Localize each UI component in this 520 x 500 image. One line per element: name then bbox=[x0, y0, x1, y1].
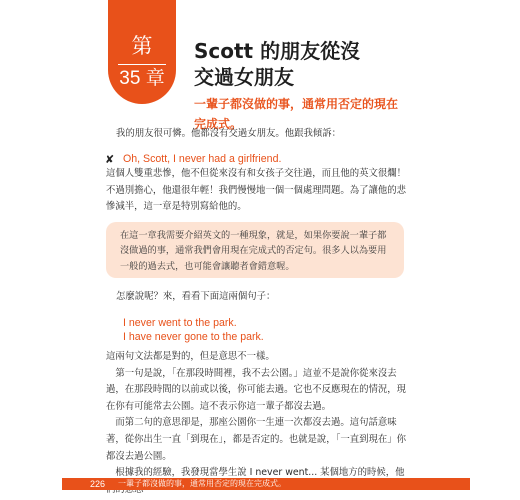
chapter-number: 35 章 bbox=[119, 68, 165, 89]
explanation-paragraph: 這兩句文法都是對的，但是意思不一樣。 第一句是說，「在那段時間裡，我不去公園。」這並不是說你從來沒去過，在那段時間的以前或以後，你可能去過。它也不反應現在的情況，現在你有可能常去公園。這不表示你這一輩子都沒去過。 而第二句的意思卻是，那座公園你一生連一次都沒去過。這句話意味著，從你出生一直「到現在」，都是否定的。也就是說，「一直到現在」你都沒去過公園。 根據我的經驗，我發現當學生說 I never went... 某個地方的時候，他 bbox=[106, 351, 407, 479]
page-number: 226 bbox=[90, 479, 106, 489]
how-to-say-paragraph: 怎麼說呢？來，看看下面這兩個句子： bbox=[116, 291, 276, 302]
page-subtitle: 一輩子都沒做的事，通常用否定的現在完成式。 bbox=[194, 97, 399, 131]
chapter-divider bbox=[118, 64, 166, 65]
title-line-1: Scott 的朋友從沒 bbox=[194, 39, 361, 63]
chapter-tab bbox=[108, 0, 176, 104]
page-title bbox=[194, 38, 414, 90]
callout-box bbox=[106, 222, 404, 278]
example-sentence-1: I never went to the park. bbox=[123, 317, 237, 329]
title-line-2: 交過女朋友 bbox=[194, 65, 294, 89]
example-wrong-sentence: Oh, Scott, I never had a girlfriend. bbox=[123, 153, 282, 165]
story-paragraph: 這個人雙重悲慘，他不但從來沒有和女孩子交往過，而且他的英文很爛！不過別擔心，他還很年輕！我們慢慢地一個一個處理問題。為了讓他的悲慘減半，這一章是特別寫給他的。 bbox=[106, 168, 407, 213]
wrong-mark-icon: ✘ bbox=[105, 153, 115, 166]
chapter-label: 第 bbox=[131, 34, 153, 58]
callout-text: 在這一章我需要介紹英文的一種現象，就是，如果你要說一輩子都沒做過的事，通常我們會用現在完成式的否定句。很多人以為要用一般的過去式，也可能會讓聽者會錯意喔。 bbox=[120, 230, 387, 272]
example-sentence-2: I have never gone to the park. bbox=[123, 331, 264, 343]
intro-paragraph: 我的朋友很可憐。他都沒有交過女朋友。他跟我傾訴： bbox=[116, 128, 342, 139]
footer-running-title: 一輩子都沒做的事，通常用否定的現在完成式。 bbox=[118, 479, 286, 488]
